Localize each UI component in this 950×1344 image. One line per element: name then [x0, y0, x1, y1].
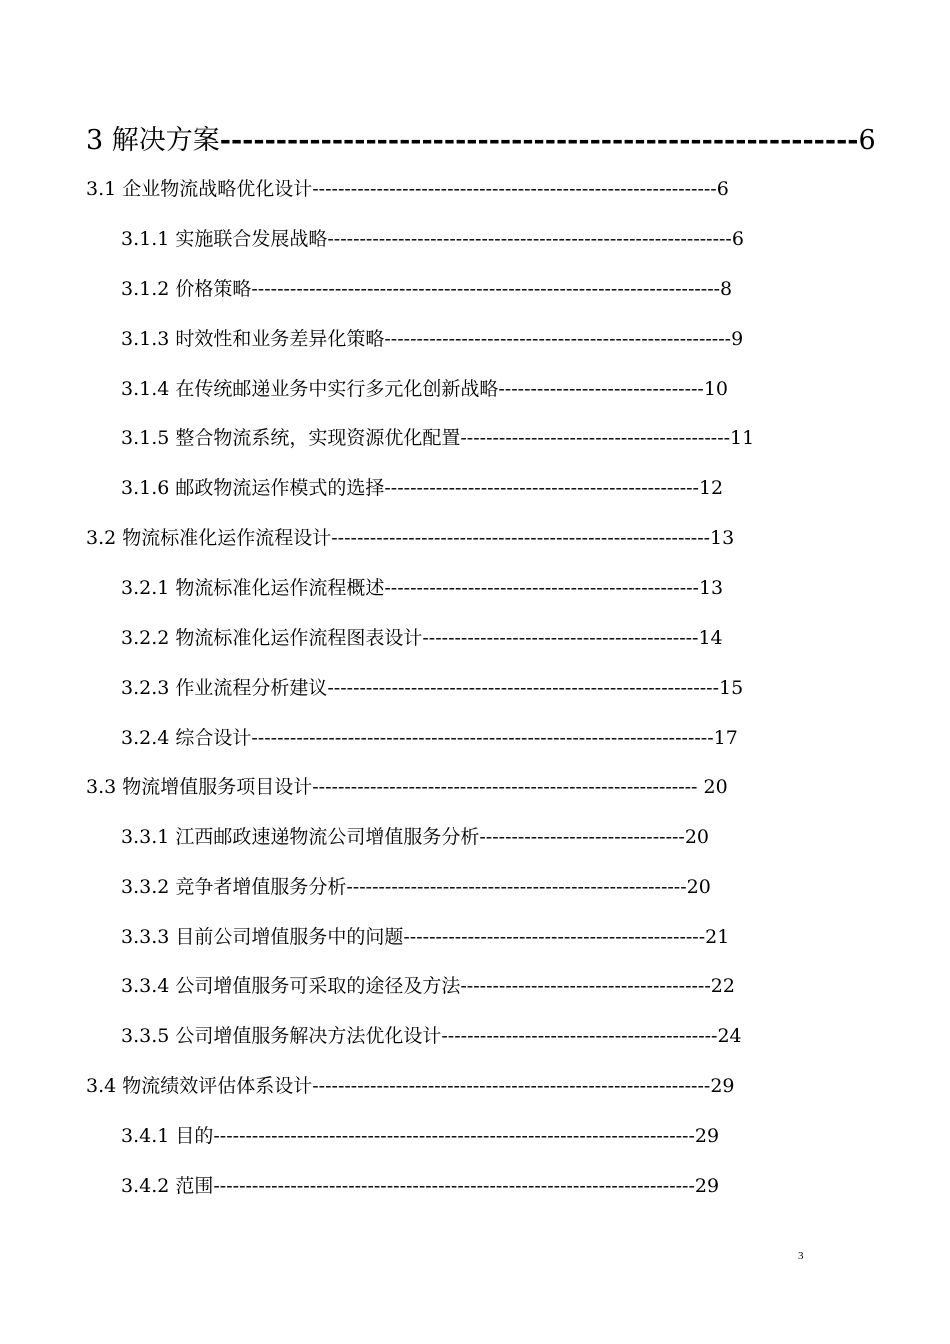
- toc-entry-3-1-4: [121, 380, 728, 399]
- toc-entry-3-4-2: [121, 1177, 719, 1196]
- toc-page: 6: [716, 178, 729, 200]
- toc-entry-3-1-5: [121, 429, 754, 448]
- toc-title: 3.2.2 物流标准化运作流程图表设计: [121, 627, 423, 649]
- toc-title: 3.1.4 在传统邮递业务中实行多元化创新战略: [121, 378, 499, 400]
- toc-leader: ---------------------------------------------------------------------------: [213, 1125, 695, 1147]
- toc-entry-3-2-2: [121, 629, 723, 648]
- toc-page: 24: [717, 1025, 742, 1047]
- toc-title: 3.2.1 物流标准化运作流程概述: [121, 577, 385, 599]
- toc-page: 12: [698, 477, 724, 499]
- toc-leader: -------------------------------------------------------------: [327, 677, 720, 699]
- toc-entry-3-4-1: [121, 1127, 719, 1146]
- toc-leader: --------------------------------: [498, 378, 704, 400]
- toc-leader: ---------------------------------------------------------------: [312, 178, 717, 200]
- toc-page: 20: [684, 826, 710, 848]
- toc-entry-3-3-3: [121, 928, 729, 947]
- toc-page: 14: [698, 627, 723, 649]
- toc-page: 20: [697, 776, 728, 798]
- toc-leader: -----------------------------------------------------------: [331, 527, 711, 549]
- toc-title: 3.2 物流标准化运作流程设计: [86, 527, 332, 549]
- toc-entry-3-1: [86, 180, 729, 199]
- toc-title: 3.4 物流绩效评估体系设计: [86, 1075, 313, 1097]
- toc-leader: ------------------------------------------------------: [384, 328, 732, 350]
- toc-entry-3-1-2: [121, 280, 732, 299]
- page-number: 3: [798, 1250, 804, 1262]
- toc-page: 15: [719, 677, 744, 699]
- toc-entry-3-4: [86, 1077, 735, 1096]
- toc-leader: ------------------------------------------------------------: [312, 776, 698, 798]
- toc-entry-3-1-1: [121, 230, 744, 249]
- toc-leader: -------------------------------------------: [422, 627, 699, 649]
- toc-entry-3-3-2: [121, 878, 711, 897]
- toc-leader: -----------------------------------------------: [403, 926, 706, 948]
- toc-leader: ---------------------------------------------------------: [219, 125, 859, 156]
- toc-leader: ------------------------------------------: [460, 427, 731, 449]
- toc-title: 3.3.5 公司增值服务解决方法优化设计: [121, 1025, 442, 1047]
- toc-page: 29: [694, 1175, 720, 1197]
- toc-title: 3.4.1 目的: [121, 1125, 214, 1147]
- toc-page: 29: [710, 1075, 735, 1097]
- toc-page: 6: [858, 125, 876, 156]
- toc-entry-3-3: [86, 778, 728, 797]
- toc-title: 3.1.1 实施联合发展战略: [121, 228, 328, 250]
- toc-title: 3.1.3 时效性和业务差异化策略: [121, 328, 385, 350]
- toc-leader: ------------------------------------------------------------------------: [251, 727, 714, 749]
- toc-entry-3-1-6: [121, 479, 723, 498]
- toc-entry-3-2: [86, 529, 734, 548]
- toc-leader: ---------------------------------------: [460, 975, 711, 997]
- toc-title: 3 解决方案: [86, 125, 220, 156]
- toc-entry-3-3-5: [121, 1027, 742, 1046]
- toc-entry-3-1-3: [121, 330, 743, 349]
- toc-entry-3-3-4: [121, 977, 735, 996]
- toc-title: 3.1 企业物流战略优化设计: [86, 178, 313, 200]
- toc-title: 3.1.6 邮政物流运作模式的选择: [121, 477, 385, 499]
- toc-page: 9: [731, 328, 744, 350]
- toc-page: 13: [710, 527, 735, 549]
- toc-leader: ---------------------------------------------------------------------------: [213, 1175, 695, 1197]
- toc-entry-3-2-4: [121, 729, 738, 748]
- toc-entry-3-2-3: [121, 679, 743, 698]
- toc-page: 29: [694, 1125, 720, 1147]
- toc-leader: -----------------------------------------------------: [346, 876, 687, 898]
- toc-leader: -------------------------------------------------------------------------: [251, 278, 721, 300]
- toc-page: 8: [720, 278, 733, 300]
- toc-title: 3.4.2 范围: [121, 1175, 214, 1197]
- toc-title: 3.2.3 作业流程分析建议: [121, 677, 328, 699]
- toc-page: 17: [713, 727, 738, 749]
- toc-title: 3.1.2 价格策略: [121, 278, 252, 300]
- toc-title: 3.3.4 公司增值服务可采取的途径及方法: [121, 975, 461, 997]
- toc-page: 13: [698, 577, 724, 599]
- toc-leader: --------------------------------------------------------------: [312, 1075, 711, 1097]
- toc-page: 22: [710, 975, 735, 997]
- toc-leader: -------------------------------------------: [441, 1025, 718, 1047]
- toc-page: 10: [703, 378, 729, 400]
- toc-entry-3-3-1: [121, 828, 709, 847]
- toc-title: 3.3.1 江西邮政速递物流公司增值服务分析: [121, 826, 480, 848]
- toc-leader: -------------------------------------------------: [384, 477, 699, 499]
- toc-leader: --------------------------------: [479, 826, 685, 848]
- toc-heading-3: [86, 125, 876, 156]
- toc-leader: ---------------------------------------------------------------: [327, 228, 732, 250]
- toc-page: 21: [705, 926, 730, 948]
- toc-page: 6: [731, 228, 744, 250]
- toc-leader: -------------------------------------------------: [384, 577, 699, 599]
- toc-title: 3.3 物流增值服务项目设计: [86, 776, 313, 798]
- toc-title: 3.2.4 综合设计: [121, 727, 252, 749]
- toc-title: 3.3.3 目前公司增值服务中的问题: [121, 926, 404, 948]
- toc-entry-3-2-1: [121, 579, 723, 598]
- toc-title: 3.1.5 整合物流系统，实现资源优化配置: [121, 427, 461, 449]
- toc-title: 3.3.2 竞争者增值服务分析: [121, 876, 347, 898]
- toc-page: 11: [730, 427, 755, 449]
- toc-page: 20: [686, 876, 711, 898]
